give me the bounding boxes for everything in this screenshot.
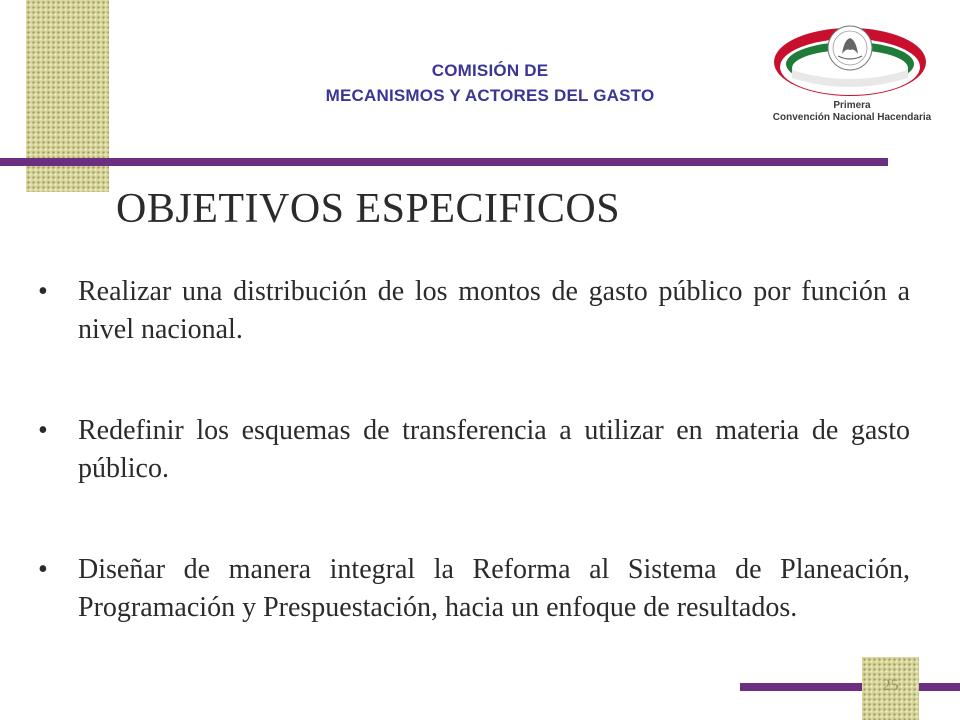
objective-item — [38, 551, 910, 627]
objective-text: Diseñar de manera integral la Reforma al Sistema de Planeación, Programación y Prespuestación, hacia un enfoque de resultados. — [78, 554, 910, 623]
commission-title — [200, 58, 780, 108]
objectives-list — [38, 273, 910, 627]
logo-caption-line2: Convención Nacional Hacendaria — [772, 112, 932, 123]
bullet-dot-icon: • — [38, 276, 48, 307]
bullet-dot-icon: • — [38, 415, 48, 446]
coat-of-arms-eagle-icon — [774, 26, 926, 96]
commission-title-line2: MECANISMOS Y ACTORES DEL GASTO — [325, 86, 655, 105]
slide-title: OBJETIVOS ESPECIFICOS — [116, 186, 621, 232]
footer-divider-bar — [740, 683, 960, 691]
objective-item — [38, 273, 910, 349]
page-number: 25 — [882, 677, 899, 694]
objective-item — [38, 412, 910, 488]
objective-text: Realizar una distribución de los montos de gasto público por función a nivel nacional. — [78, 276, 910, 345]
objective-text: Redefinir los esquemas de transferencia a utilizar en materia de gasto público. — [78, 415, 910, 484]
header-divider-bar — [0, 158, 888, 166]
logo-caption-line1: Primera — [833, 100, 871, 111]
bullet-dot-icon: • — [38, 554, 48, 585]
logo-caption — [770, 100, 934, 124]
commission-title-line1: COMISIÓN DE — [431, 61, 549, 80]
